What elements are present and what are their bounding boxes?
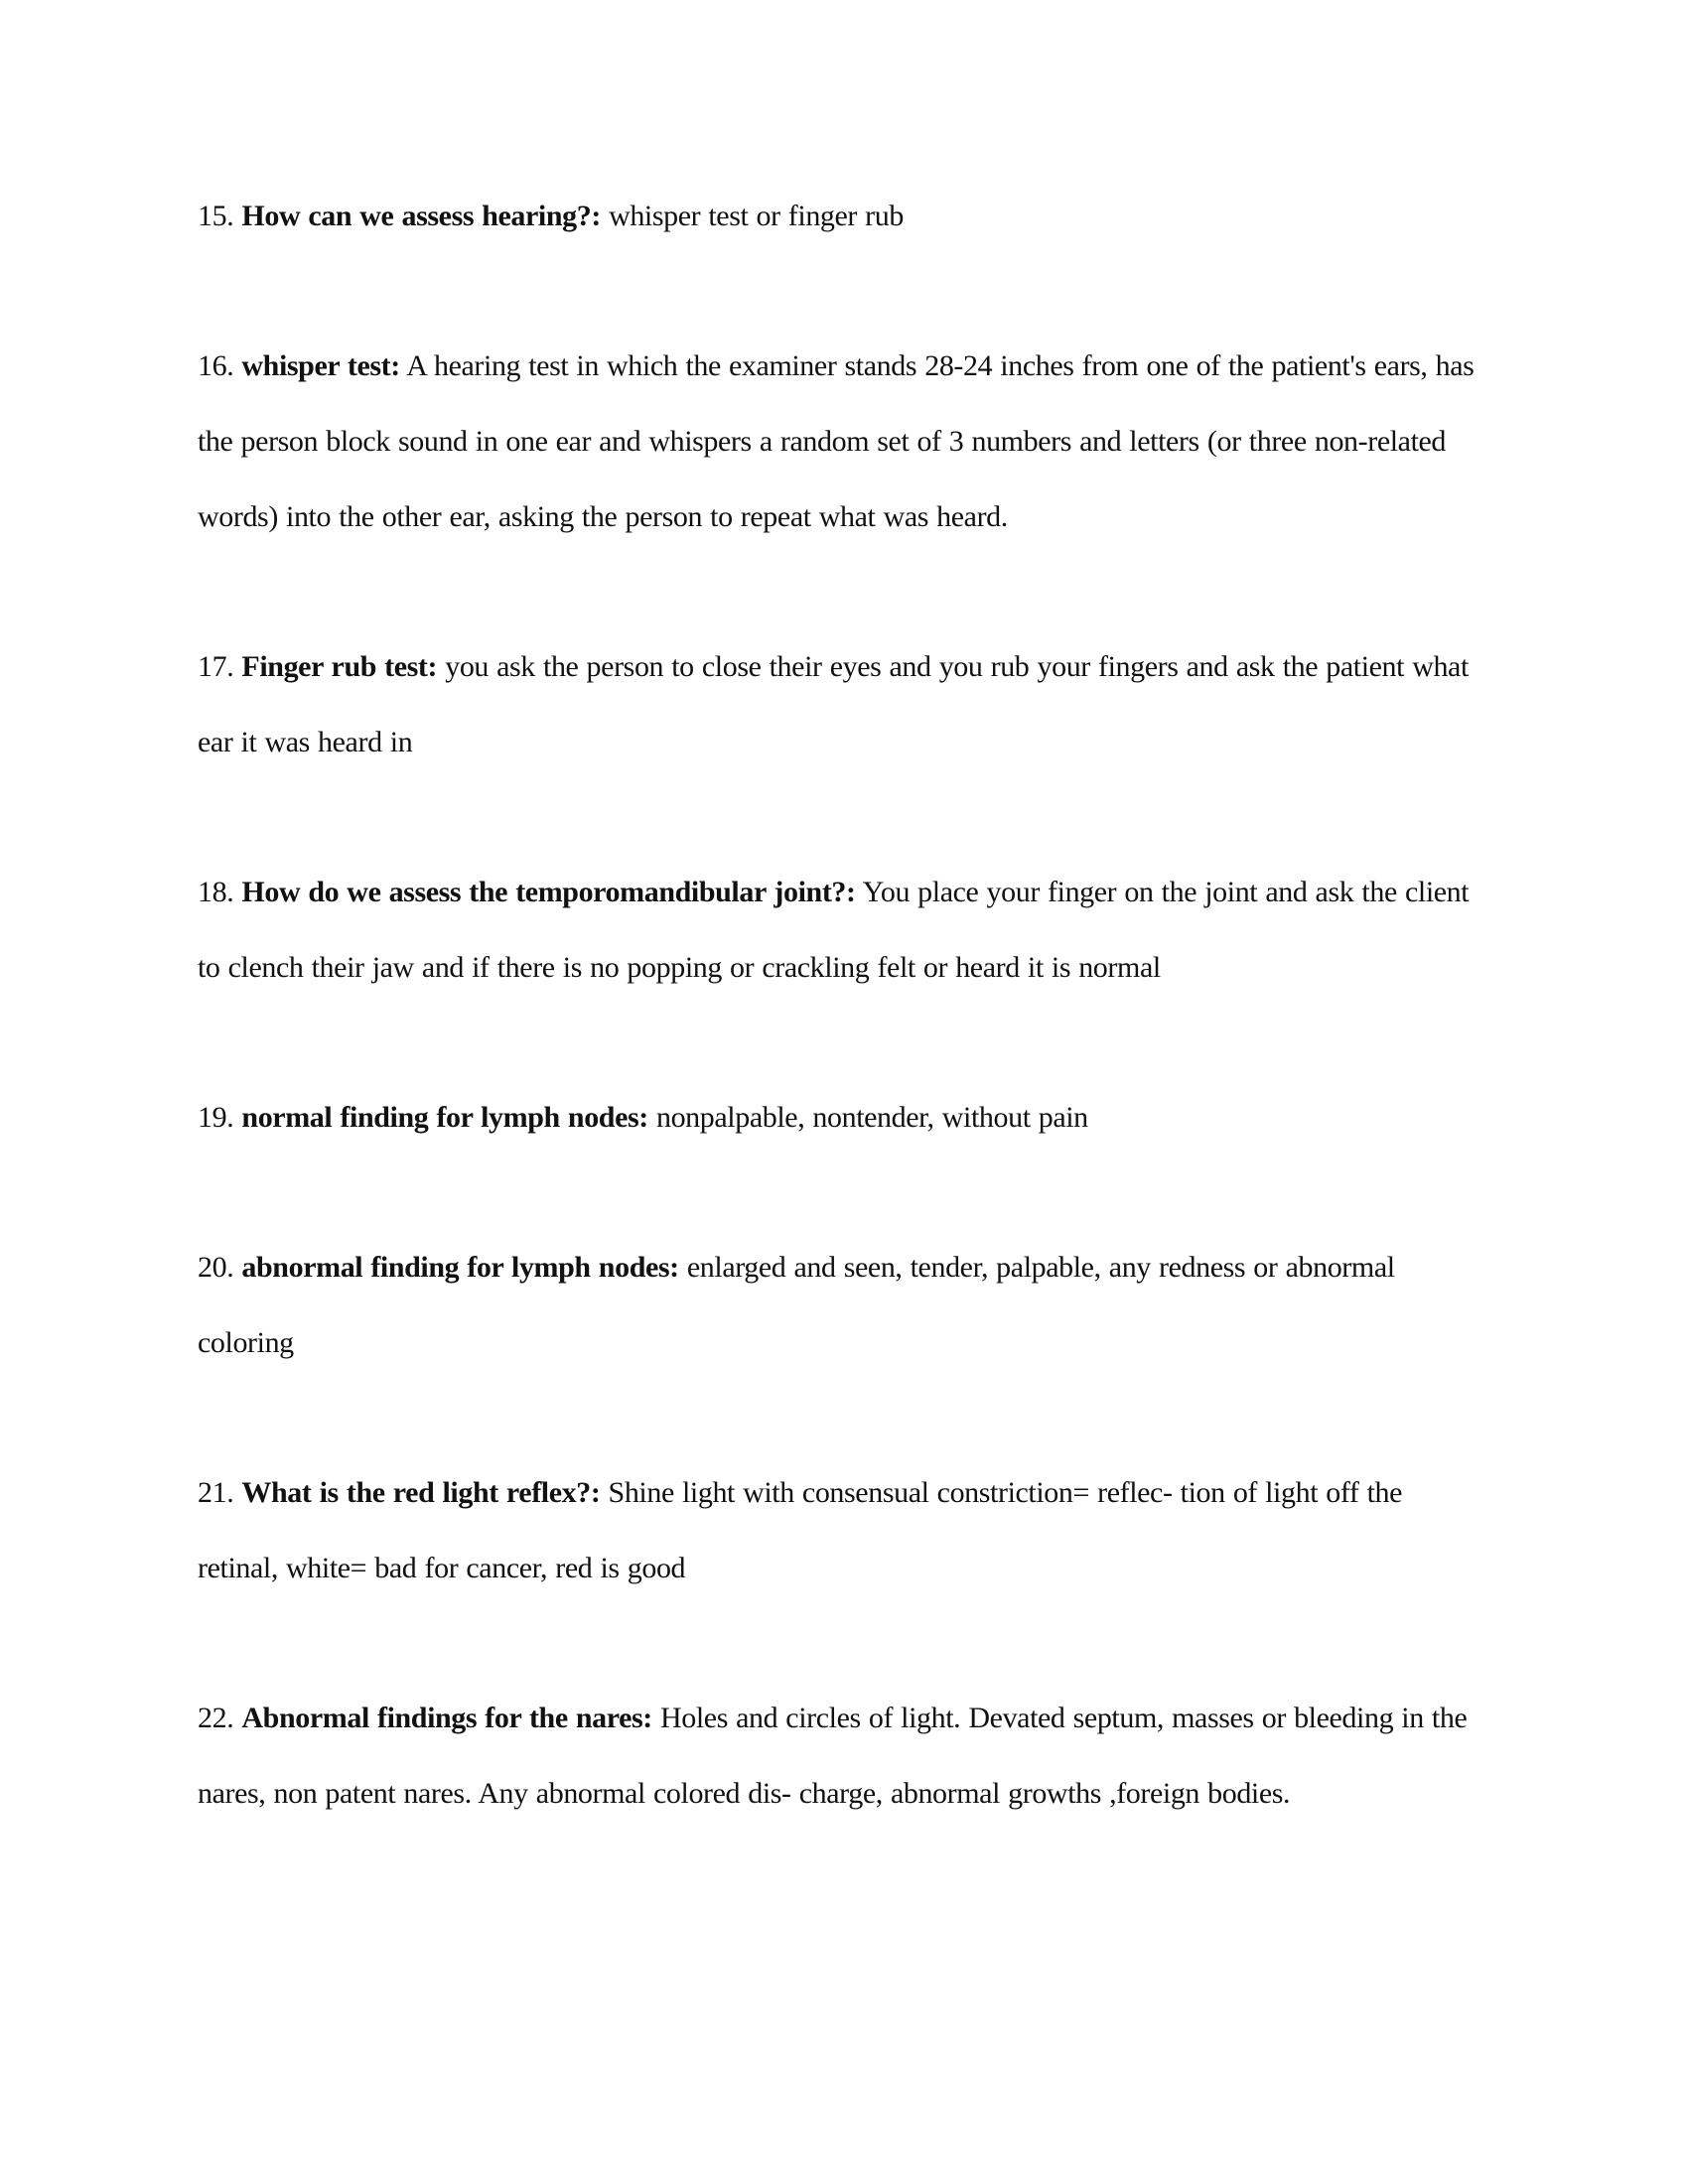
item-definition: you ask the person to close their eyes and you rub your fingers and ask the patient what ear it was heard in — [198, 650, 1469, 758]
flashcard-item-21 — [198, 1455, 1488, 1606]
item-number: 15. — [198, 200, 234, 232]
item-term: abnormal finding for lymph nodes: — [241, 1251, 679, 1284]
flashcard-item-19 — [198, 1080, 1488, 1156]
item-definition: whisper test or finger rub — [609, 200, 904, 232]
item-term: How can we assess hearing?: — [241, 200, 601, 232]
item-number: 18. — [198, 876, 234, 908]
item-term: How do we assess the temporomandibular joint?: — [241, 876, 856, 908]
item-term: normal finding for lymph nodes: — [241, 1101, 648, 1134]
item-number: 21. — [198, 1476, 234, 1509]
flashcard-item-20 — [198, 1230, 1488, 1381]
document-page — [198, 179, 1488, 1906]
item-number: 20. — [198, 1251, 234, 1284]
item-definition: Holes and circles of light. Devated septum, masses or bleeding in the nares, non patent nares. Any abnormal colored dis- charge, abnormal growths ,foreign bodies. — [198, 1702, 1468, 1810]
item-definition: Shine light with consensual constriction= reflec- tion of light off the retinal, white= bad for cancer, red is good — [198, 1476, 1403, 1584]
item-number: 22. — [198, 1702, 234, 1734]
item-number: 17. — [198, 650, 234, 683]
item-term: Finger rub test: — [241, 650, 438, 683]
item-definition: You place your finger on the joint and ask the client to clench their jaw and if there is no popping or crackling felt or heard it is normal — [198, 876, 1470, 984]
item-definition: enlarged and seen, tender, palpable, any redness or abnormal coloring — [198, 1251, 1395, 1359]
item-number: 16. — [198, 349, 234, 382]
item-term: What is the red light reflex?: — [241, 1476, 601, 1509]
item-definition: nonpalpable, nontender, without pain — [655, 1101, 1088, 1134]
flashcard-item-15 — [198, 179, 1488, 254]
item-term: whisper test: — [241, 349, 400, 382]
item-term: Abnormal findings for the nares: — [241, 1702, 652, 1734]
item-number: 19. — [198, 1101, 234, 1134]
flashcard-item-16 — [198, 329, 1488, 555]
flashcard-item-17 — [198, 629, 1488, 780]
item-definition: A hearing test in which the examiner stands 28-24 inches from one of the patient's ears, has the person block sound in one ear and whispers a random set of 3 numbers and letters (or three non-related words) into the other ear, asking the person to repeat what was heard. — [198, 349, 1475, 533]
flashcard-item-22 — [198, 1681, 1488, 1832]
flashcard-item-18 — [198, 855, 1488, 1006]
